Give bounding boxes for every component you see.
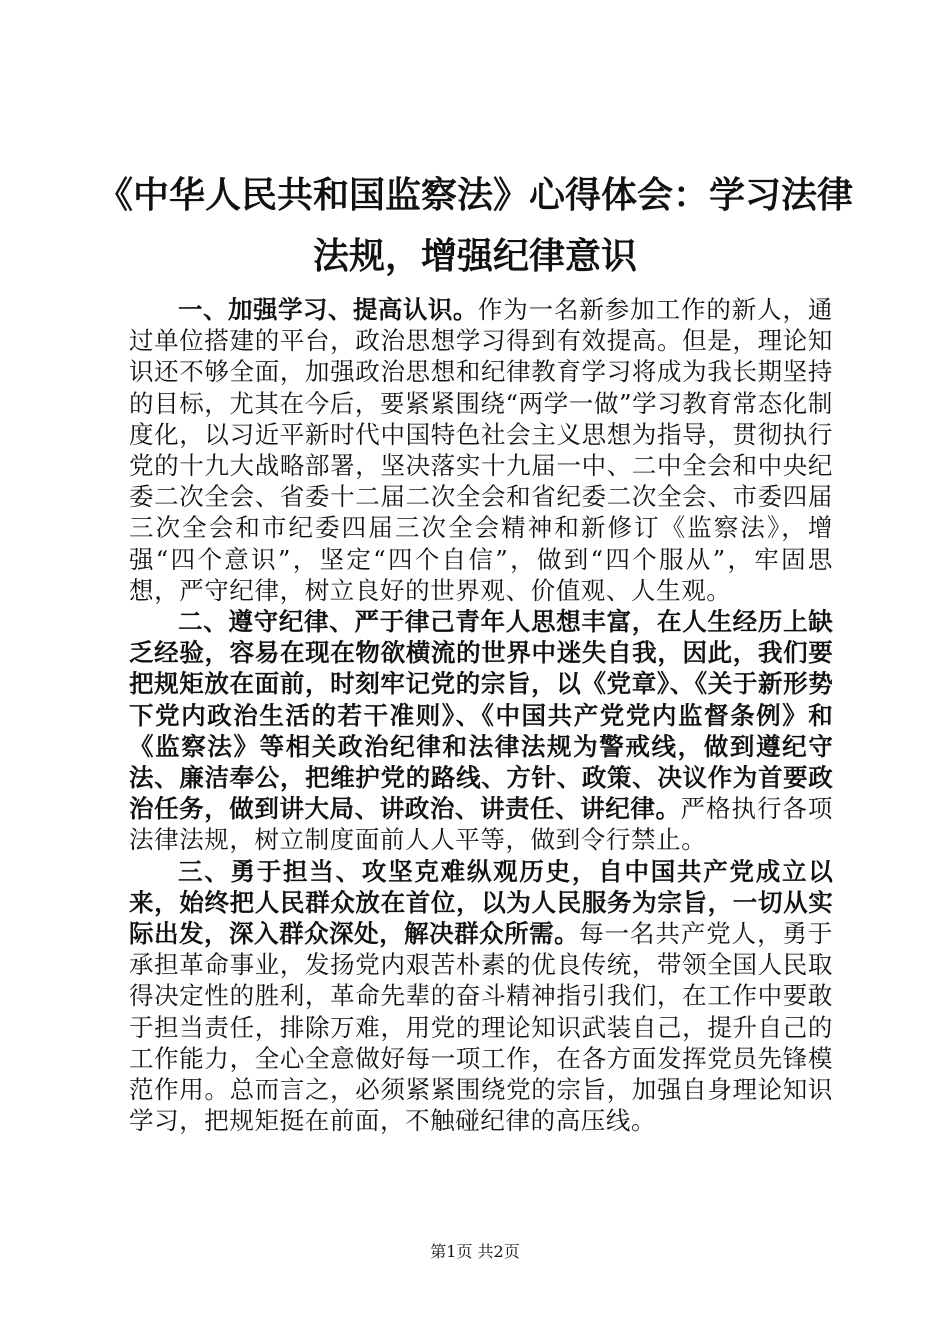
paragraph-1: [129, 294, 833, 606]
paragraph-3-text: 每一名共产党人，勇于承担革命事业，发扬党内艰苦朴素的优良传统，带领全国人民取得决定性的胜利，革命先辈的奋斗精神指引我们，在工作中要敢于担当责任，排除万难，用党的理论知识武装自己，提升自己的工作能力，全心全意做好每一项工作，在各方面发挥党员先锋模范作用。总而言之，必须紧紧围绕党的宗旨，加强自身理论知识学习，把规矩挺在前面，不触碰纪律的高压线。: [129, 919, 833, 1136]
paragraph-3-heading: 三、勇于担当、攻坚克难纵观历史，自中国共产党成立以来，始终把人民群众放在首位，以为人民服务为宗旨，一切从实际出发，深入群众深处，解决群众所需。: [129, 856, 833, 949]
paragraph-2: [129, 606, 833, 856]
paragraph-1-heading: 一、加强学习、提高认识。: [178, 295, 478, 324]
paragraph-2-heading: 二、遵守纪律、严于律己青年人思想丰富，在人生经历上缺乏经验，容易在现在物欲横流的世界中迷失自我，因此，我们要把规矩放在面前，时刻牢记党的宗旨，以《党章》、《关于新形势下党内政治生活的若干准则》、《中国共产党党内监督条例》和《监察法》等相关政治纪律和法律法规为警戒线，做到遵纪守法、廉洁奉公，把维护党的路线、方针、政策、决议作为首要政治任务，做到讲大局、讲政治、讲责任、讲纪律。: [129, 607, 833, 824]
page-number-footer: 第1页 共2页: [430, 1242, 520, 1261]
document-body: [129, 294, 833, 1136]
paragraph-3: [129, 856, 833, 1137]
paragraph-2-text: 严格执行各项法律法规，树立制度面前人人平等，做到令行禁止。: [129, 794, 833, 855]
document-title: 《中华人民共和国监察法》心得体会：学习法律法规，增强纪律意识: [96, 175, 853, 277]
paragraph-1-text: 作为一名新参加工作的新人，通过单位搭建的平台，政治思想学习得到有效提高。但是，理论知识还不够全面，加强政治思想和纪律教育学习将成为我长期坚持的目标，尤其在今后，要紧紧围绕“两学一做”学习教育常态化制度化，以习近平新时代中国特色社会主义思想为指导，贯彻执行党的十九大战略部署，坚决落实十九届一中、二中全会和中央纪委二次全会、省委十二届二次全会和省纪委二次全会、市委四届三次全会和市纪委四届三次全会精神和新修订《监察法》，增强“四个意识”，坚定“四个自信”，做到“四个服从”，牢固思想，严守纪律，树立良好的世界观、价值观、人生观。: [129, 295, 833, 605]
